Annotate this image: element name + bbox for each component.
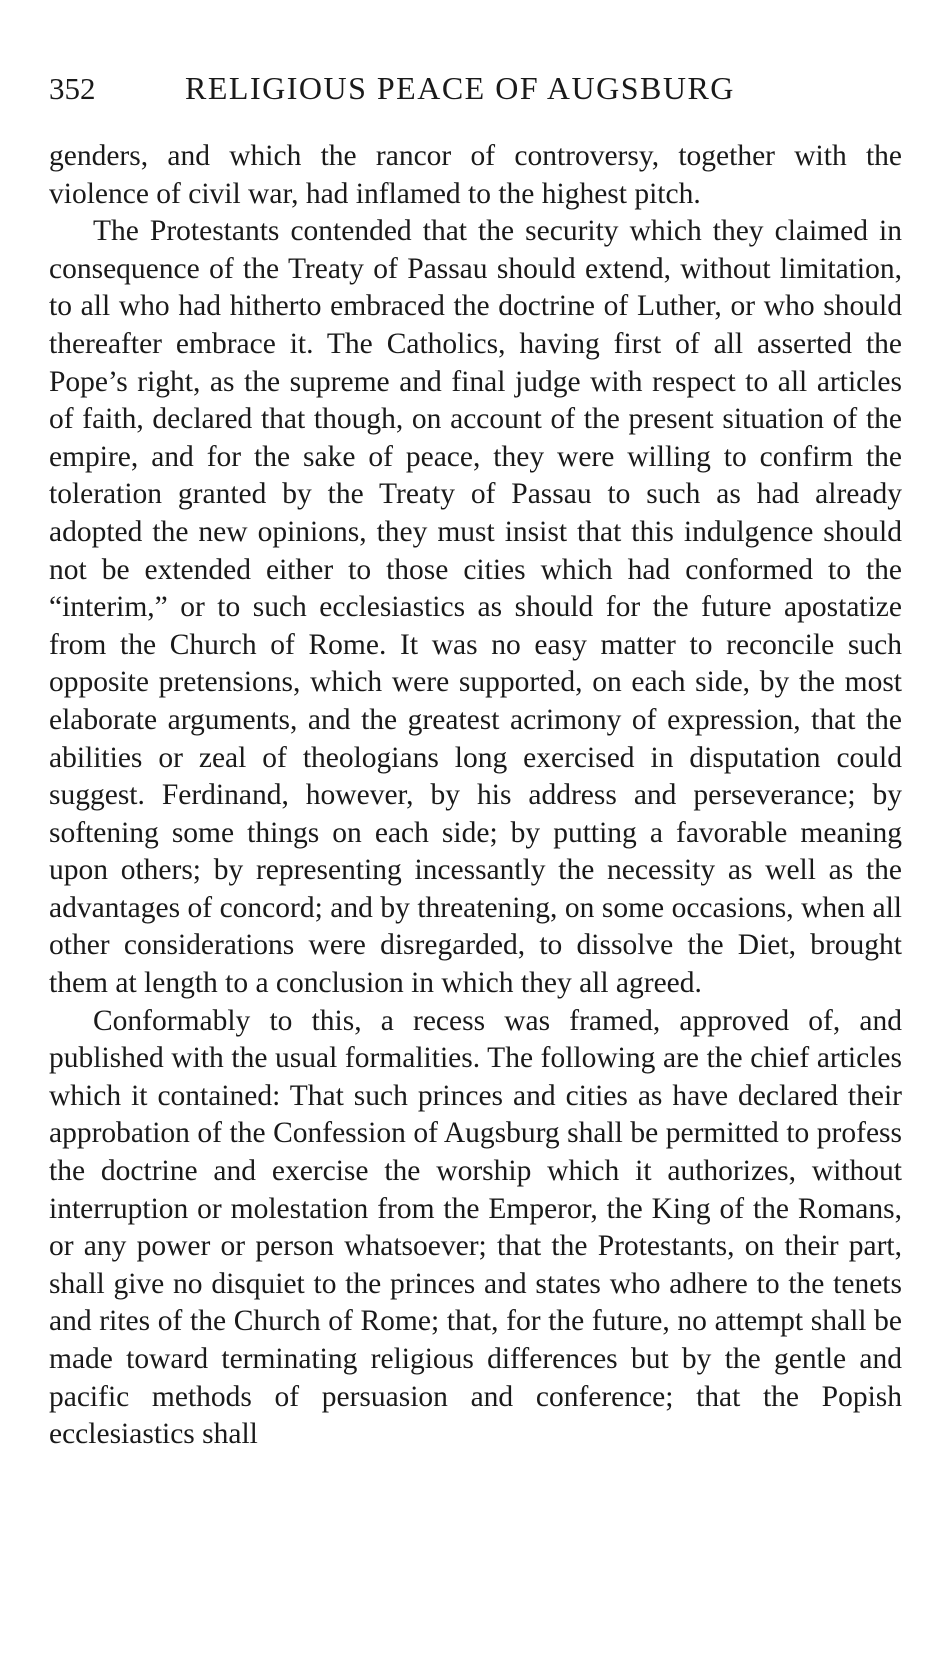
running-title: RELIGIOUS PEACE OF AUGSBURG (185, 70, 735, 106)
paragraph-recess-articles: Conformably to this, a recess was framed, approved of, and published with the usual formalities. The following are the chief articles which it contained: That such princes and cities as have declared their approbation of the Confession of Augsburg shall be permitted to profess the doctrine and exercise the worship which it authorizes, without interruption or molestation from the Emperor, the King of the Romans, or any power or person whatsoever; that the Protestants, on their part, shall give no disquiet to the princes and states who adhere to the tenets and rites of the Church of Rome; that, for the future, no attempt shall be made toward terminating religious differences but by the gentle and pacific methods of persuasion and conference; that the Popish ecclesiastics shall (49, 1004, 902, 1451)
paragraph-protestant-catholic-positions: The Protestants contended that the security which they claimed in consequence of the Treaty of Passau should extend, without limitation, to all who had hitherto embraced the doctrine of Luther, or who should thereafter embrace it. The Catholics, having first of all asserted the Pope’s right, as the supreme and final judge with respect to all articles of faith, declared that though, on account of the present situation of the empire, and for the sake of peace, they were willing to confirm the toleration granted by the Treaty of Passau to such as had already adopted the new opinions, they must insist that this indulgence should not be extended either to those cities which had conformed to the “interim,” or to such ecclesiastics as should for the future apostatize from the Church of Rome. It was no easy matter to reconcile such opposite pretensions, which were supported, on each side, by the most elaborate arguments, and the greatest acrimony of expression, that the abilities or zeal of theologians long exercised in disputation could suggest. Ferdinand, however, by his address and perseverance; by softening some things on each side; by putting a favorable meaning upon others; by representing incessantly the necessity as well as the advantages of concord; and by threatening, on some occasions, when all other considerations were disregarded, to dissolve the Diet, brought them at length to a conclusion in which they all agreed. (49, 215, 902, 1000)
running-head (49, 70, 902, 122)
book-page (49, 70, 902, 1454)
paragraph-continued: genders, and which the rancor of controversy, together with the violence of civil war, had inflamed to the highest pitch. (49, 140, 902, 210)
page-number: 352 (49, 71, 96, 106)
